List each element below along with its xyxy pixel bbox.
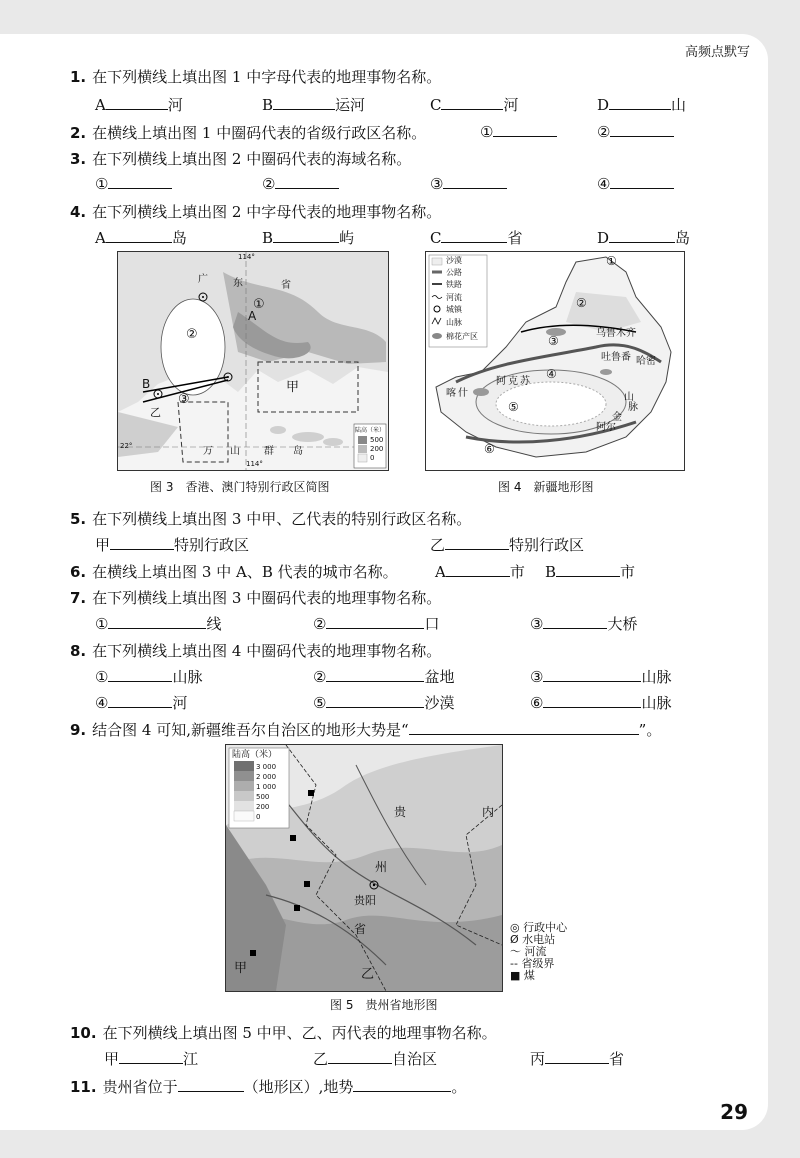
q6-b: B 市 <box>545 563 636 581</box>
circle-label: ① <box>606 254 617 268</box>
map-drawing <box>118 252 388 470</box>
question-8: 8. 在下列横线上填出图 4 中圈码代表的地理事物名称。 <box>70 642 442 660</box>
q3-2: ② <box>262 174 339 193</box>
legend-value: 2 000 <box>256 773 277 781</box>
city-label: 乌鲁木齐 <box>596 328 636 339</box>
admin-center-icon: ◎ <box>510 921 524 934</box>
question-11: 11. 贵州省位于 （地形区）,地势 。 <box>70 1078 467 1096</box>
circle-label: ① <box>253 297 265 312</box>
answer-blank[interactable] <box>409 720 639 735</box>
hongkong-macau-map <box>117 251 389 471</box>
circle-label: ② <box>186 327 198 342</box>
answer-blank[interactable] <box>556 562 620 577</box>
q7-2: ② 口 <box>313 615 440 633</box>
q6-a: A 市 <box>435 563 525 581</box>
prov-label: 东 <box>233 278 243 289</box>
figure-3-caption: 图 3 香港、澳门特别行政区简图 <box>150 480 330 494</box>
question-1: 1. 在下列横线上填出图 1 中字母代表的地理事物名称。 <box>70 68 442 86</box>
question-2: 2. 在横线上填出图 1 中圈码代表的省级行政区名称。 <box>70 124 427 142</box>
answer-blank[interactable] <box>610 122 674 137</box>
q7-1: ① 线 <box>95 615 222 633</box>
legend-value: 3 000 <box>256 763 277 771</box>
q8-2: ② 盆地 <box>313 668 455 686</box>
answer-blank[interactable] <box>326 614 424 629</box>
q8-1: ① 山脉 <box>95 668 203 686</box>
region-label: 甲 <box>286 380 300 395</box>
legend-value: 500 <box>370 436 384 444</box>
answer-blank[interactable] <box>443 174 507 189</box>
circle-label: ④ <box>546 367 557 381</box>
figure-4-caption: 图 4 新疆地形图 <box>498 480 594 494</box>
q3-4: ④ <box>597 174 674 193</box>
range-label: 脉 <box>628 402 638 413</box>
prov-label: 广 <box>198 274 208 285</box>
legend-row: -- 省级界 <box>510 957 555 970</box>
q2-2: ② <box>597 122 674 141</box>
sea-label: 岛 <box>293 446 303 457</box>
q8-5: ⑤ 沙漠 <box>313 694 455 712</box>
q4-b: B 屿 <box>262 229 355 247</box>
xinjiang-map <box>425 251 685 471</box>
answer-blank[interactable] <box>609 228 675 243</box>
legend-row: ■ 煤 <box>510 969 535 982</box>
range-label: 山 <box>624 392 634 403</box>
sea-label: 群 <box>264 446 274 457</box>
boundary-icon: -- <box>510 957 522 970</box>
sea-label: 万 <box>203 446 213 457</box>
place-label: 克 <box>508 376 518 387</box>
neighbor-label: 内 <box>482 805 495 819</box>
answer-blank[interactable] <box>441 95 503 110</box>
legend-item: 棉花产区 <box>446 332 478 341</box>
q4-c: C 省 <box>430 229 523 247</box>
place-label: 阿 <box>496 376 506 387</box>
q8-3: ③ 山脉 <box>530 668 672 686</box>
letter-label: B <box>142 377 151 391</box>
province-label: 贵 <box>394 805 407 819</box>
lon-label: 114° <box>238 253 255 261</box>
section-title: 高频点默写 <box>684 45 750 60</box>
q1-c: C 河 <box>430 96 519 114</box>
range-label: 金 <box>612 412 622 423</box>
legend-value: 0 <box>256 813 261 821</box>
lon-label: 114° <box>246 460 263 468</box>
capital-label: 贵阳 <box>354 894 376 907</box>
question-6: 6. 在横线上填出图 3 中 A、B 代表的城市名称。 <box>70 563 398 581</box>
answer-blank[interactable] <box>119 1049 183 1064</box>
q1-b: B 运河 <box>262 96 366 114</box>
legend-item: 铁路 <box>446 280 462 289</box>
river-label: 甲 <box>234 961 248 976</box>
q4-a: A 岛 <box>95 229 187 247</box>
question-10: 10. 在下列横线上填出图 5 中甲、乙、丙代表的地理事物名称。 <box>70 1024 497 1042</box>
question-5: 5. 在下列横线上填出图 3 中甲、乙代表的特别行政区名称。 <box>70 510 472 528</box>
q1-a: A 河 <box>95 96 183 114</box>
answer-blank[interactable] <box>108 667 172 682</box>
q10-jia: 甲 江 <box>104 1050 199 1068</box>
legend-value: 0 <box>370 454 375 462</box>
legend-title: 陆高（米） <box>355 427 386 434</box>
lat-label: 22° <box>120 442 133 450</box>
q3-1: ① <box>95 174 172 193</box>
answer-blank[interactable] <box>326 693 424 708</box>
legend-row: ◎ 行政中心 <box>510 921 568 934</box>
q3-3: ③ <box>430 174 507 193</box>
circle-label: ⑥ <box>484 442 495 456</box>
circle-label: ⑤ <box>508 400 519 414</box>
question-4: 4. 在下列横线上填出图 2 中字母代表的地理事物名称。 <box>70 203 442 221</box>
answer-blank[interactable] <box>446 562 510 577</box>
q4-d: D 岛 <box>597 229 691 247</box>
province-label: 州 <box>375 860 388 874</box>
question-7: 7. 在下列横线上填出图 3 中圈码代表的地理事物名称。 <box>70 589 442 607</box>
answer-blank[interactable] <box>110 535 174 550</box>
answer-blank[interactable] <box>441 228 507 243</box>
legend-item: 河流 <box>446 293 462 302</box>
answer-blank[interactable] <box>326 667 424 682</box>
q5-yi: 乙 特别行政区 <box>430 536 585 554</box>
answer-blank[interactable] <box>273 228 339 243</box>
place-label: 什 <box>458 388 468 399</box>
answer-blank[interactable] <box>178 1077 244 1092</box>
sea-label: 山 <box>230 446 240 457</box>
range-label: 阿尔 <box>596 422 616 433</box>
answer-blank[interactable] <box>328 1049 392 1064</box>
region-label: 乙 <box>361 967 375 982</box>
legend-item: 沙漠 <box>446 256 462 265</box>
hydropower-icon: Ø <box>510 933 523 946</box>
circle-label: ② <box>576 296 587 310</box>
answer-blank[interactable] <box>273 95 335 110</box>
legend-title: 陆高（米） <box>232 750 278 760</box>
question-3: 3. 在下列横线上填出图 2 中圈码代表的海域名称。 <box>70 150 412 168</box>
prov-label: 省 <box>281 280 291 291</box>
q10-yi: 乙 自治区 <box>313 1050 438 1068</box>
q8-6: ⑥ 山脉 <box>530 694 672 712</box>
region-label: 乙 <box>150 406 161 419</box>
answer-blank[interactable] <box>353 1077 451 1092</box>
answer-blank[interactable] <box>108 614 206 629</box>
answer-blank[interactable] <box>545 1049 609 1064</box>
circle-label: ③ <box>178 392 190 407</box>
q7-3: ③ 大桥 <box>530 615 638 633</box>
circle-label: ③ <box>548 334 559 348</box>
q10-bing: 丙 省 <box>530 1050 625 1068</box>
answer-blank[interactable] <box>543 693 641 708</box>
figure-5-caption: 图 5 贵州省地形图 <box>330 998 438 1012</box>
place-label: 苏 <box>520 376 530 387</box>
answer-blank[interactable] <box>543 614 607 629</box>
answer-blank[interactable] <box>108 174 172 189</box>
legend-item: 公路 <box>446 268 462 277</box>
legend-value: 500 <box>256 793 270 801</box>
question-9: 9. 结合图 4 可知,新疆维吾尔自治区的地形大势是“ ”。 <box>70 721 662 739</box>
q5-jia: 甲 特别行政区 <box>95 536 250 554</box>
legend-row: Ø 水电站 <box>510 933 556 946</box>
legend-item: 山脉 <box>446 318 462 327</box>
map-drawing <box>226 745 502 991</box>
province-label: 省 <box>354 922 367 936</box>
legend-value: 200 <box>256 803 270 811</box>
answer-blank[interactable] <box>275 174 339 189</box>
letter-label: A <box>248 309 257 323</box>
answer-blank[interactable] <box>609 95 671 110</box>
coal-icon: ■ <box>510 969 524 982</box>
answer-blank[interactable] <box>106 228 172 243</box>
answer-blank[interactable] <box>610 174 674 189</box>
legend-value: 1 000 <box>256 783 277 791</box>
guizhou-map <box>225 744 503 992</box>
river-icon: 〜 <box>510 945 525 958</box>
answer-blank[interactable] <box>108 693 172 708</box>
legend-item: 城镇 <box>446 305 462 314</box>
q2-1: ① <box>480 122 557 141</box>
place-label: 喀 <box>446 388 456 399</box>
page-number: 29 <box>720 1100 748 1124</box>
city-label: 哈密 <box>636 356 656 367</box>
fig5-symbol-legend <box>510 922 567 982</box>
city-label: 吐鲁番 <box>601 352 631 363</box>
answer-blank[interactable] <box>543 667 641 682</box>
legend-row: 〜 河流 <box>510 945 547 958</box>
answer-blank[interactable] <box>493 122 557 137</box>
answer-blank[interactable] <box>106 95 168 110</box>
q8-4: ④ 河 <box>95 694 188 712</box>
legend-value: 200 <box>370 445 384 453</box>
answer-blank[interactable] <box>445 535 509 550</box>
q1-d: D 山 <box>597 96 687 114</box>
